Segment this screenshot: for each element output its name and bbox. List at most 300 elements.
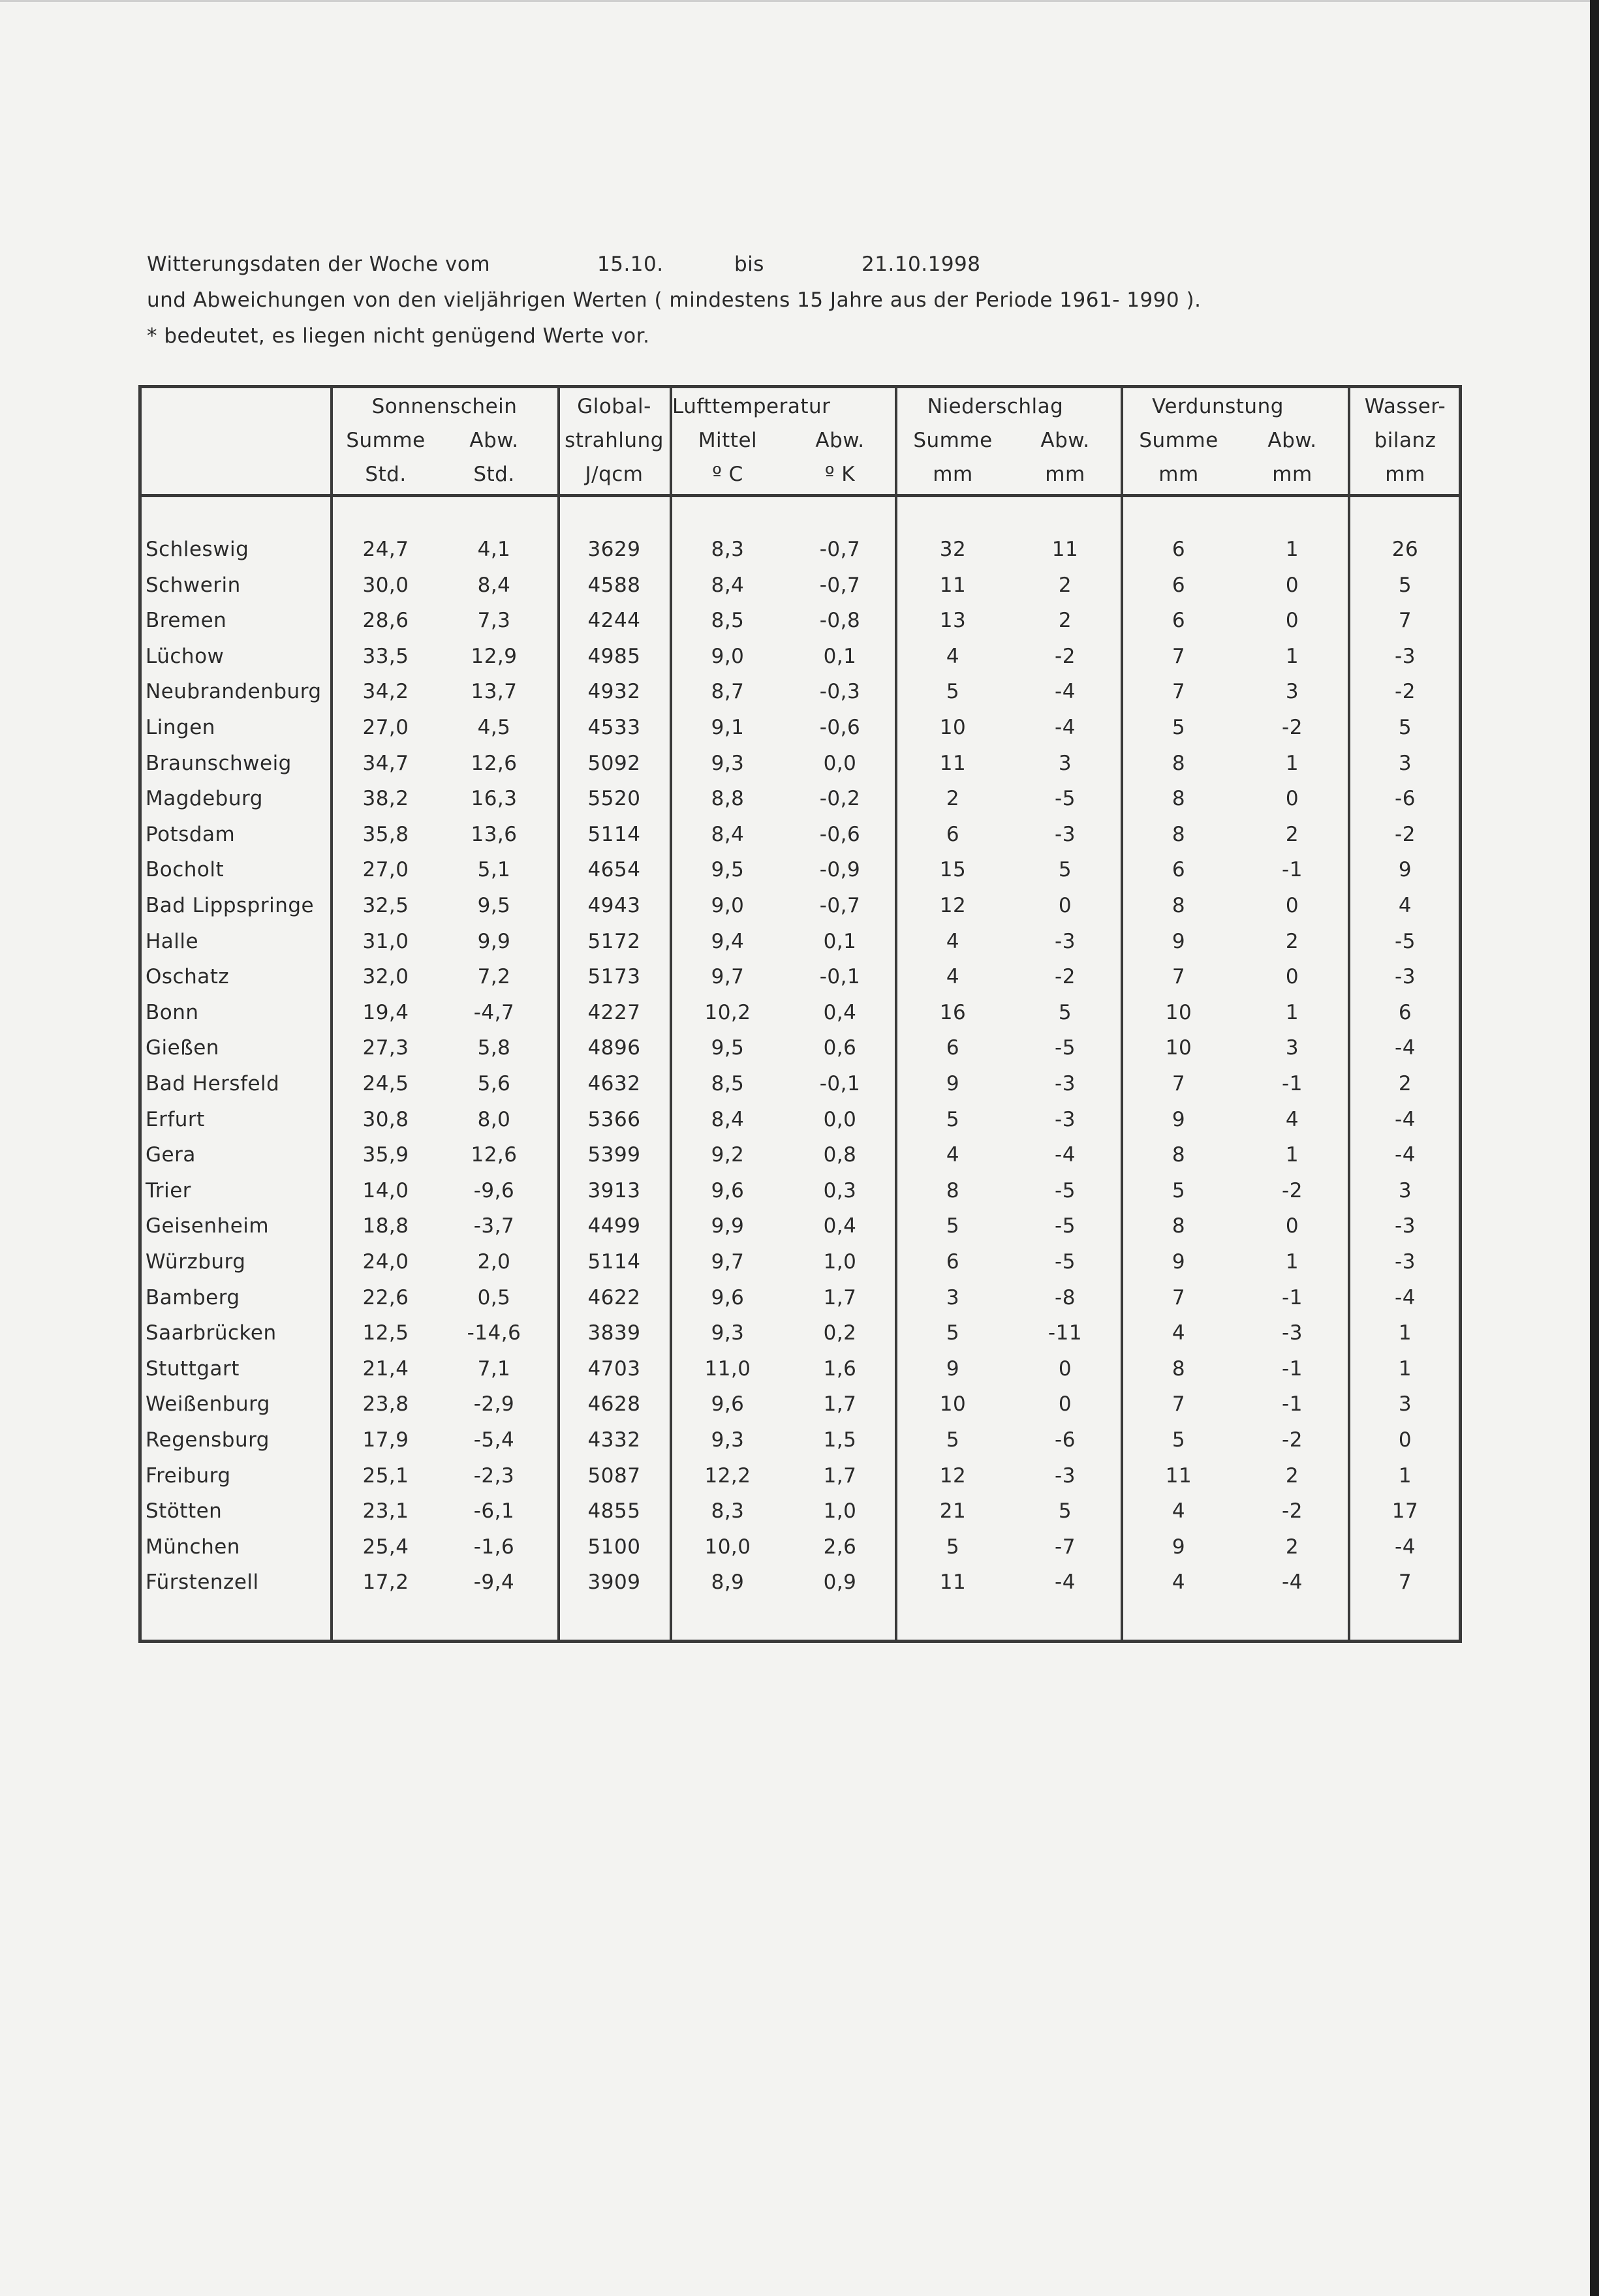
header-niederschlag: Niederschlag [927,395,1064,418]
cell-sonne-summe: 38,2 [362,787,409,810]
header-sonne-summe: Summe [346,429,426,452]
cell-nieder-abw: -4 [1055,716,1076,739]
cell-globalstrahlung: 5520 [587,787,641,810]
cell-sonne-abw: 12,9 [471,645,518,668]
cell-luft-abw: 0,0 [823,1108,857,1131]
cell-verd-abw: 1 [1285,1001,1299,1024]
cell-wasserbilanz: 3 [1398,752,1412,775]
cell-sonne-abw: 9,9 [477,930,511,953]
cell-wasserbilanz: -3 [1395,645,1416,668]
cell-nieder-abw: -3 [1055,930,1076,953]
cell-sonne-summe: 21,4 [362,1357,409,1381]
cell-globalstrahlung: 3913 [587,1179,641,1202]
cell-station: Bonn [146,1001,199,1024]
cell-verd-abw: 0 [1285,1214,1299,1238]
cell-luft-mittel: 9,5 [711,858,745,881]
cell-station: Saarbrücken [146,1321,277,1345]
header-global-1: Global- [577,395,651,418]
header-nieder-abw: Abw. [1040,429,1090,452]
cell-verd-summe: 8 [1172,1214,1186,1238]
cell-globalstrahlung: 4622 [587,1286,641,1309]
cell-wasserbilanz: 5 [1398,716,1412,739]
cell-nieder-summe: 6 [946,823,960,846]
cell-station: Potsdam [146,823,236,846]
cell-verd-summe: 4 [1172,1570,1186,1594]
cell-globalstrahlung: 4985 [587,645,641,668]
cell-station: Stuttgart [146,1357,240,1381]
cell-nieder-summe: 6 [946,1250,960,1274]
cell-verd-abw: 1 [1285,538,1299,561]
cell-nieder-summe: 32 [939,538,967,561]
column-divider [330,388,333,1640]
cell-luft-mittel: 9,9 [711,1214,745,1238]
cell-luft-abw: 0,4 [823,1214,857,1238]
cell-verd-abw: 1 [1285,1250,1299,1274]
cell-nieder-summe: 8 [946,1179,960,1202]
cell-station: Oschatz [146,965,230,988]
cell-nieder-abw: -4 [1055,1570,1076,1594]
cell-sonne-summe: 17,2 [362,1570,409,1594]
cell-luft-mittel: 9,2 [711,1143,745,1167]
cell-verd-abw: 0 [1285,574,1299,597]
cell-wasserbilanz: 5 [1398,574,1412,597]
cell-nieder-abw: 2 [1058,609,1072,632]
cell-wasserbilanz: 7 [1398,609,1412,632]
cell-luft-mittel: 8,5 [711,609,745,632]
cell-luft-abw: 0,2 [823,1321,857,1345]
cell-sonne-summe: 35,9 [362,1143,409,1167]
cell-sonne-abw: -14,6 [467,1321,521,1345]
cell-nieder-summe: 5 [946,1108,960,1131]
cell-nieder-abw: -3 [1055,1108,1076,1131]
cell-luft-mittel: 9,0 [711,894,745,917]
cell-luft-abw: 0,6 [823,1036,857,1060]
cell-wasserbilanz: 3 [1398,1179,1412,1202]
cell-nieder-summe: 4 [946,1143,960,1167]
header-luft-abw: Abw. [815,429,865,452]
cell-sonne-abw: 8,0 [477,1108,511,1131]
cell-luft-mittel: 8,4 [711,574,745,597]
cell-sonne-abw: 12,6 [471,1143,518,1167]
cell-luft-mittel: 11,0 [704,1357,751,1381]
cell-wasserbilanz: 6 [1398,1001,1412,1024]
cell-nieder-abw: -6 [1055,1428,1076,1452]
cell-verd-summe: 8 [1172,894,1186,917]
unit-luft-abw: º K [824,463,856,486]
cell-verd-abw: 1 [1285,1143,1299,1167]
cell-sonne-summe: 28,6 [362,609,409,632]
cell-verd-abw: -2 [1282,1179,1303,1202]
cell-luft-abw: 0,1 [823,930,857,953]
cell-verd-abw: 3 [1285,680,1299,703]
cell-luft-mittel: 8,4 [711,1108,745,1131]
cell-sonne-abw: -4,7 [473,1001,515,1024]
cell-nieder-abw: -5 [1055,1250,1076,1274]
cell-station: Würzburg [146,1250,246,1274]
cell-nieder-summe: 5 [946,1214,960,1238]
intro-label: Witterungsdaten der Woche vom [147,253,491,276]
cell-luft-mittel: 9,3 [711,1428,745,1452]
cell-sonne-abw: -2,9 [473,1392,515,1416]
cell-sonne-summe: 30,0 [362,574,409,597]
cell-nieder-abw: 11 [1051,538,1079,561]
unit-sonne-abw: Std. [473,463,515,486]
unit-verd-abw: mm [1272,463,1312,486]
cell-luft-mittel: 8,4 [711,823,745,846]
header-lufttemperatur: Lufttemperatur [672,395,831,418]
cell-sonne-summe: 22,6 [362,1286,409,1309]
cell-sonne-abw: -3,7 [473,1214,515,1238]
cell-globalstrahlung: 4932 [587,680,641,703]
cell-globalstrahlung: 4499 [587,1214,641,1238]
cell-wasserbilanz: -4 [1395,1286,1416,1309]
header-verd-summe: Summe [1139,429,1219,452]
date-from: 15.10. [597,253,664,276]
cell-station: Schwerin [146,574,241,597]
cell-verd-abw: 0 [1285,609,1299,632]
cell-sonne-summe: 23,8 [362,1392,409,1416]
cell-nieder-summe: 10 [939,716,967,739]
cell-verd-summe: 7 [1172,965,1186,988]
cell-globalstrahlung: 5114 [587,823,641,846]
cell-nieder-abw: -3 [1055,1072,1076,1095]
cell-nieder-abw: -8 [1055,1286,1076,1309]
cell-luft-mittel: 9,3 [711,752,745,775]
cell-wasserbilanz: -4 [1395,1036,1416,1060]
cell-nieder-abw: 5 [1058,1499,1072,1523]
cell-nieder-summe: 9 [946,1072,960,1095]
cell-verd-summe: 5 [1172,1428,1186,1452]
cell-verd-summe: 8 [1172,1143,1186,1167]
cell-verd-abw: 2 [1285,823,1299,846]
cell-nieder-summe: 4 [946,930,960,953]
cell-globalstrahlung: 5399 [587,1143,641,1167]
cell-nieder-summe: 5 [946,1321,960,1345]
cell-nieder-summe: 5 [946,1428,960,1452]
cell-station: Bad Lippspringe [146,894,315,917]
cell-wasserbilanz: 1 [1398,1321,1412,1345]
cell-station: Gießen [146,1036,219,1060]
bis-word: bis [734,253,764,276]
cell-verd-summe: 6 [1172,858,1186,881]
cell-sonne-summe: 31,0 [362,930,409,953]
cell-nieder-summe: 21 [939,1499,967,1523]
cell-station: Lüchow [146,645,225,668]
cell-luft-mittel: 9,3 [711,1321,745,1345]
cell-nieder-abw: -5 [1055,1036,1076,1060]
cell-verd-summe: 4 [1172,1499,1186,1523]
unit-luft-mittel: º C [712,463,743,486]
cell-globalstrahlung: 3839 [587,1321,641,1345]
cell-sonne-summe: 33,5 [362,645,409,668]
cell-sonne-abw: -9,4 [473,1570,515,1594]
cell-nieder-abw: 5 [1058,1001,1072,1024]
cell-sonne-abw: 4,5 [477,716,511,739]
cell-luft-abw: -0,9 [819,858,861,881]
cell-verd-summe: 7 [1172,1392,1186,1416]
cell-globalstrahlung: 4703 [587,1357,641,1381]
cell-verd-summe: 9 [1172,1108,1186,1131]
cell-globalstrahlung: 5100 [587,1535,641,1559]
cell-luft-mittel: 9,6 [711,1392,745,1416]
cell-luft-abw: -0,2 [819,787,861,810]
cell-wasserbilanz: 26 [1391,538,1419,561]
cell-sonne-summe: 25,1 [362,1464,409,1488]
cell-globalstrahlung: 4332 [587,1428,641,1452]
cell-luft-abw: 0,4 [823,1001,857,1024]
cell-globalstrahlung: 4855 [587,1499,641,1523]
cell-sonne-abw: 13,7 [471,680,518,703]
cell-wasserbilanz: -3 [1395,1250,1416,1274]
cell-wasserbilanz: 4 [1398,894,1412,917]
cell-verd-abw: -1 [1282,1392,1303,1416]
cell-sonne-abw: -6,1 [473,1499,515,1523]
cell-luft-abw: 0,0 [823,752,857,775]
cell-nieder-summe: 15 [939,858,967,881]
cell-verd-summe: 6 [1172,574,1186,597]
cell-globalstrahlung: 4628 [587,1392,641,1416]
cell-verd-abw: -3 [1282,1321,1303,1345]
cell-verd-summe: 7 [1172,645,1186,668]
cell-station: Lingen [146,716,215,739]
cell-wasserbilanz: -3 [1395,965,1416,988]
cell-luft-abw: 1,7 [823,1286,857,1309]
cell-globalstrahlung: 3909 [587,1570,641,1594]
cell-luft-mittel: 10,2 [704,1001,751,1024]
cell-station: Bad Hersfeld [146,1072,280,1095]
cell-nieder-abw: -5 [1055,787,1076,810]
cell-luft-mittel: 8,9 [711,1570,745,1594]
cell-globalstrahlung: 4896 [587,1036,641,1060]
cell-globalstrahlung: 5172 [587,930,641,953]
cell-sonne-abw: 16,3 [471,787,518,810]
cell-sonne-abw: 8,4 [477,574,511,597]
cell-globalstrahlung: 5173 [587,965,641,988]
header-verd-abw: Abw. [1267,429,1317,452]
cell-nieder-abw: -4 [1055,680,1076,703]
cell-station: München [146,1535,240,1559]
cell-luft-abw: -0,1 [819,965,861,988]
cell-verd-summe: 9 [1172,1250,1186,1274]
cell-nieder-abw: -4 [1055,1143,1076,1167]
cell-station: Weißenburg [146,1392,270,1416]
cell-station: Trier [146,1179,192,1202]
cell-station: Freiburg [146,1464,231,1488]
cell-nieder-abw: -5 [1055,1214,1076,1238]
cell-nieder-abw: -3 [1055,1464,1076,1488]
weather-data-table [138,385,1462,1643]
cell-station: Fürstenzell [146,1570,259,1594]
cell-sonne-abw: 13,6 [471,823,518,846]
cell-wasserbilanz: -2 [1395,680,1416,703]
cell-wasserbilanz: 17 [1391,1499,1419,1523]
cell-verd-summe: 7 [1172,1072,1186,1095]
cell-verd-summe: 6 [1172,538,1186,561]
cell-verd-abw: -2 [1282,716,1303,739]
cell-globalstrahlung: 4244 [587,609,641,632]
header-verdunstung: Verdunstung [1152,395,1284,418]
header-sonne-abw: Abw. [469,429,519,452]
cell-globalstrahlung: 5114 [587,1250,641,1274]
cell-verd-summe: 6 [1172,609,1186,632]
cell-verd-summe: 7 [1172,680,1186,703]
cell-station: Bocholt [146,858,225,881]
cell-luft-abw: -0,7 [819,538,861,561]
cell-verd-abw: 2 [1285,1535,1299,1559]
cell-nieder-abw: -2 [1055,965,1076,988]
cell-verd-summe: 7 [1172,1286,1186,1309]
cell-wasserbilanz: -4 [1395,1535,1416,1559]
cell-luft-mittel: 9,7 [711,965,745,988]
cell-sonne-summe: 17,9 [362,1428,409,1452]
cell-verd-abw: 3 [1285,1036,1299,1060]
cell-sonne-abw: 7,3 [477,609,511,632]
cell-verd-summe: 8 [1172,752,1186,775]
cell-nieder-summe: 3 [946,1286,960,1309]
header-nieder-summe: Summe [913,429,993,452]
cell-verd-abw: -1 [1282,1286,1303,1309]
cell-nieder-summe: 4 [946,965,960,988]
unit-nieder-abw: mm [1045,463,1085,486]
cell-nieder-summe: 5 [946,1535,960,1559]
cell-wasserbilanz: -4 [1395,1108,1416,1131]
cell-luft-abw: 1,5 [823,1428,857,1452]
cell-luft-mittel: 12,2 [704,1464,751,1488]
cell-sonne-summe: 27,0 [362,716,409,739]
cell-wasserbilanz: 1 [1398,1464,1412,1488]
cell-globalstrahlung: 4227 [587,1001,641,1024]
cell-station: Bamberg [146,1286,240,1309]
cell-luft-mittel: 8,3 [711,538,745,561]
cell-globalstrahlung: 5092 [587,752,641,775]
cell-sonne-summe: 25,4 [362,1535,409,1559]
cell-station: Erfurt [146,1108,205,1131]
cell-luft-mittel: 9,1 [711,716,745,739]
header-wasser-1: Wasser- [1364,395,1446,418]
cell-verd-abw: -4 [1282,1570,1303,1594]
cell-sonne-summe: 19,4 [362,1001,409,1024]
cell-luft-abw: 0,9 [823,1570,857,1594]
cell-sonne-abw: 12,6 [471,752,518,775]
cell-nieder-summe: 9 [946,1357,960,1381]
cell-luft-abw: 1,7 [823,1392,857,1416]
cell-sonne-summe: 18,8 [362,1214,409,1238]
header-luft-mittel: Mittel [698,429,758,452]
cell-luft-abw: -0,3 [819,680,861,703]
cell-luft-abw: 1,6 [823,1357,857,1381]
cell-verd-abw: 1 [1285,645,1299,668]
cell-nieder-abw: -2 [1055,645,1076,668]
cell-globalstrahlung: 4943 [587,894,641,917]
unit-sonne-summe: Std. [365,463,407,486]
cell-nieder-summe: 11 [939,574,967,597]
cell-sonne-summe: 35,8 [362,823,409,846]
cell-luft-abw: 2,6 [823,1535,857,1559]
cell-luft-abw: -0,6 [819,716,861,739]
cell-sonne-abw: 9,5 [477,894,511,917]
cell-globalstrahlung: 5087 [587,1464,641,1488]
document-intro [147,247,1201,354]
cell-luft-mittel: 9,0 [711,645,745,668]
cell-verd-summe: 10 [1165,1001,1192,1024]
cell-sonne-abw: 5,6 [477,1072,511,1095]
cell-nieder-summe: 10 [939,1392,967,1416]
cell-station: Regensburg [146,1428,270,1452]
cell-wasserbilanz: 9 [1398,858,1412,881]
cell-luft-abw: 1,7 [823,1464,857,1488]
cell-verd-summe: 8 [1172,823,1186,846]
intro-line-3: * bedeutet, es liegen nicht genügend Werte vor. [147,324,650,348]
cell-wasserbilanz: 1 [1398,1357,1412,1381]
cell-verd-abw: 0 [1285,965,1299,988]
cell-verd-abw: -2 [1282,1499,1303,1523]
cell-globalstrahlung: 5366 [587,1108,641,1131]
cell-globalstrahlung: 4632 [587,1072,641,1095]
cell-luft-mittel: 8,3 [711,1499,745,1523]
cell-wasserbilanz: -5 [1395,930,1416,953]
cell-wasserbilanz: -4 [1395,1143,1416,1167]
unit-verd-summe: mm [1158,463,1199,486]
cell-sonne-abw: -2,3 [473,1464,515,1488]
cell-nieder-abw: 0 [1058,894,1072,917]
cell-verd-abw: 1 [1285,752,1299,775]
cell-globalstrahlung: 4654 [587,858,641,881]
cell-luft-mittel: 9,7 [711,1250,745,1274]
cell-nieder-summe: 4 [946,645,960,668]
cell-luft-mittel: 10,0 [704,1535,751,1559]
cell-wasserbilanz: -2 [1395,823,1416,846]
cell-wasserbilanz: 7 [1398,1570,1412,1594]
cell-sonne-abw: 4,1 [477,538,511,561]
cell-luft-abw: 0,8 [823,1143,857,1167]
cell-sonne-summe: 14,0 [362,1179,409,1202]
cell-wasserbilanz: -6 [1395,787,1416,810]
unit-nieder-summe: mm [933,463,973,486]
cell-luft-abw: 1,0 [823,1250,857,1274]
cell-station: Halle [146,930,199,953]
cell-verd-abw: 2 [1285,930,1299,953]
cell-globalstrahlung: 4533 [587,716,641,739]
cell-station: Gera [146,1143,196,1167]
cell-globalstrahlung: 4588 [587,574,641,597]
cell-nieder-abw: -7 [1055,1535,1076,1559]
cell-wasserbilanz: 0 [1398,1428,1412,1452]
cell-sonne-summe: 27,3 [362,1036,409,1060]
cell-verd-summe: 9 [1172,930,1186,953]
cell-luft-abw: 0,3 [823,1179,857,1202]
cell-sonne-summe: 32,0 [362,965,409,988]
cell-nieder-abw: 2 [1058,574,1072,597]
cell-verd-summe: 5 [1172,716,1186,739]
cell-nieder-abw: 0 [1058,1392,1072,1416]
cell-verd-summe: 8 [1172,787,1186,810]
cell-station: Schleswig [146,538,249,561]
intro-line-2: und Abweichungen von den vieljährigen Werten ( mindestens 15 Jahre aus der Periode 1961- 1990 ). [147,288,1202,312]
cell-verd-abw: 0 [1285,787,1299,810]
cell-luft-abw: -0,7 [819,574,861,597]
cell-luft-abw: -0,1 [819,1072,861,1095]
cell-luft-abw: 1,0 [823,1499,857,1523]
cell-sonne-summe: 34,7 [362,752,409,775]
cell-verd-abw: -1 [1282,1072,1303,1095]
header-global-2: strahlung [565,429,664,452]
cell-nieder-summe: 12 [939,1464,967,1488]
cell-verd-abw: 2 [1285,1464,1299,1488]
cell-nieder-abw: 5 [1058,858,1072,881]
cell-luft-mittel: 9,4 [711,930,745,953]
cell-luft-mittel: 8,7 [711,680,745,703]
cell-sonne-abw: 5,1 [477,858,511,881]
